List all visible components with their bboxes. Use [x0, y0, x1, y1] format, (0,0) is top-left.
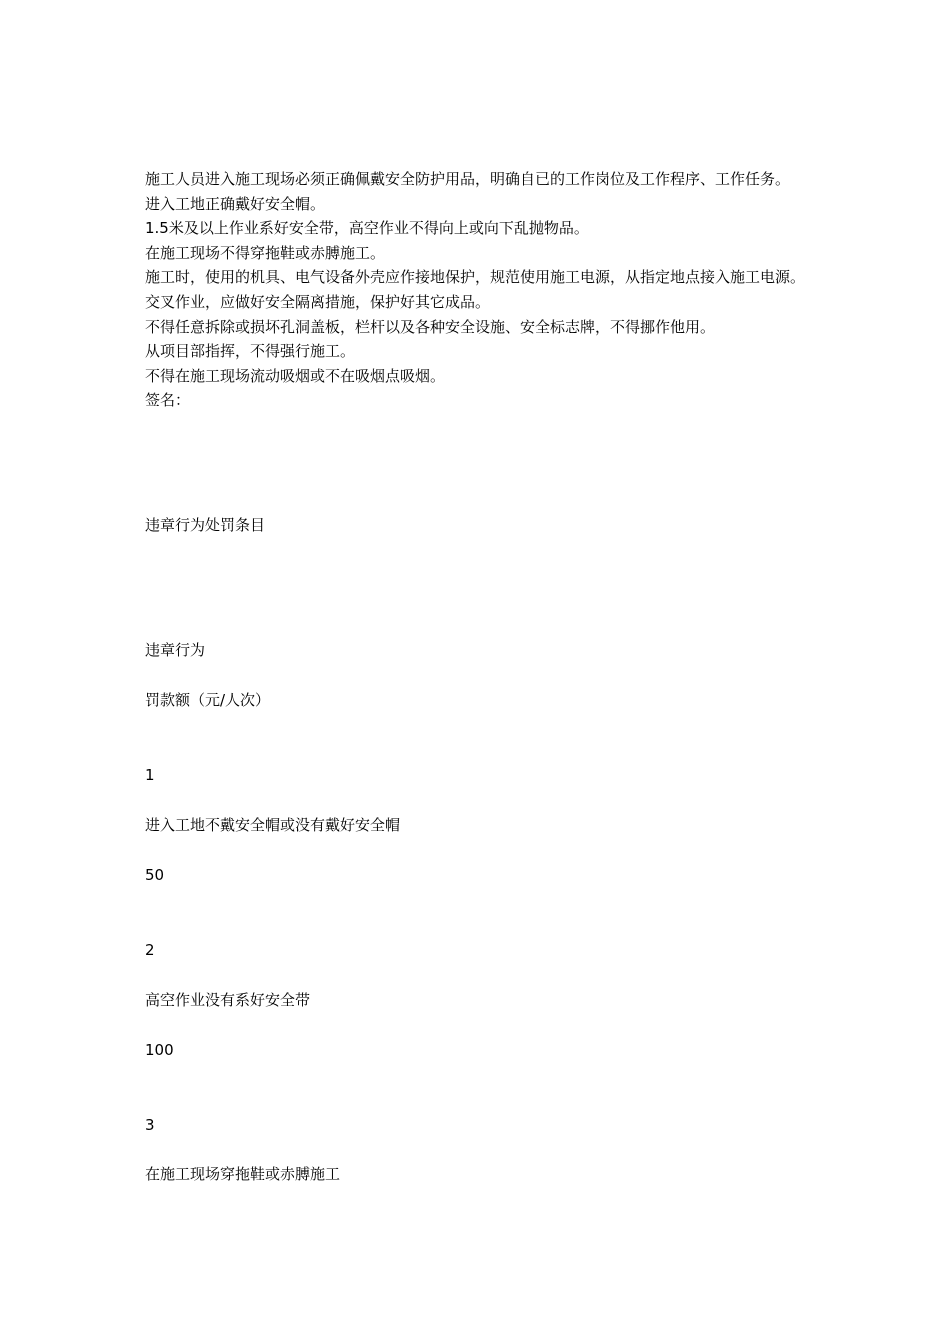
table-row-fine: 50 [145, 866, 165, 884]
table-header-fine: 罚款额（元/人次） [145, 691, 271, 709]
table-row-number: 3 [145, 1116, 155, 1134]
rule-line: 1.5米及以上作业系好安全带，高空作业不得向上或向下乱抛物品。 [145, 219, 589, 238]
rule-line: 在施工现场不得穿拖鞋或赤膊施工。 [145, 243, 386, 262]
table-row-behavior: 进入工地不戴安全帽或没有戴好安全帽 [145, 816, 401, 834]
safety-rules-list [145, 167, 815, 413]
table-row-fine: 100 [145, 1041, 174, 1059]
rule-line: 不得在施工现场流动吸烟或不在吸烟点吸烟。 [145, 366, 446, 385]
rule-line: 施工时，使用的机具、电气设备外壳应作接地保护，规范使用施工电源，从指定地点接入施工电源。 [145, 268, 806, 287]
rule-line: 从项目部指挥，不得强行施工。 [145, 342, 356, 361]
section-title: 违章行为处罚条目 [145, 516, 266, 534]
table-row-number: 2 [145, 941, 155, 959]
table-row-number: 1 [145, 766, 155, 784]
rule-line: 施工人员进入施工现场必须正确佩戴安全防护用品，明确自已的工作岗位及工作程序、工作任务。 [145, 170, 791, 188]
signature-label: 签名： [145, 391, 191, 410]
rule-line: 交叉作业，应做好安全隔离措施，保护好其它成品。 [145, 292, 491, 311]
table-row-behavior: 在施工现场穿拖鞋或赤膊施工 [145, 1165, 341, 1183]
table-header-behavior: 违章行为 [145, 641, 206, 659]
table-row-behavior: 高空作业没有系好安全带 [145, 991, 311, 1009]
rule-line: 不得任意拆除或损坏孔洞盖板，栏杆以及各种安全设施、安全标志牌，不得挪作他用。 [145, 317, 716, 336]
rule-line: 进入工地正确戴好安全帽。 [145, 194, 326, 213]
